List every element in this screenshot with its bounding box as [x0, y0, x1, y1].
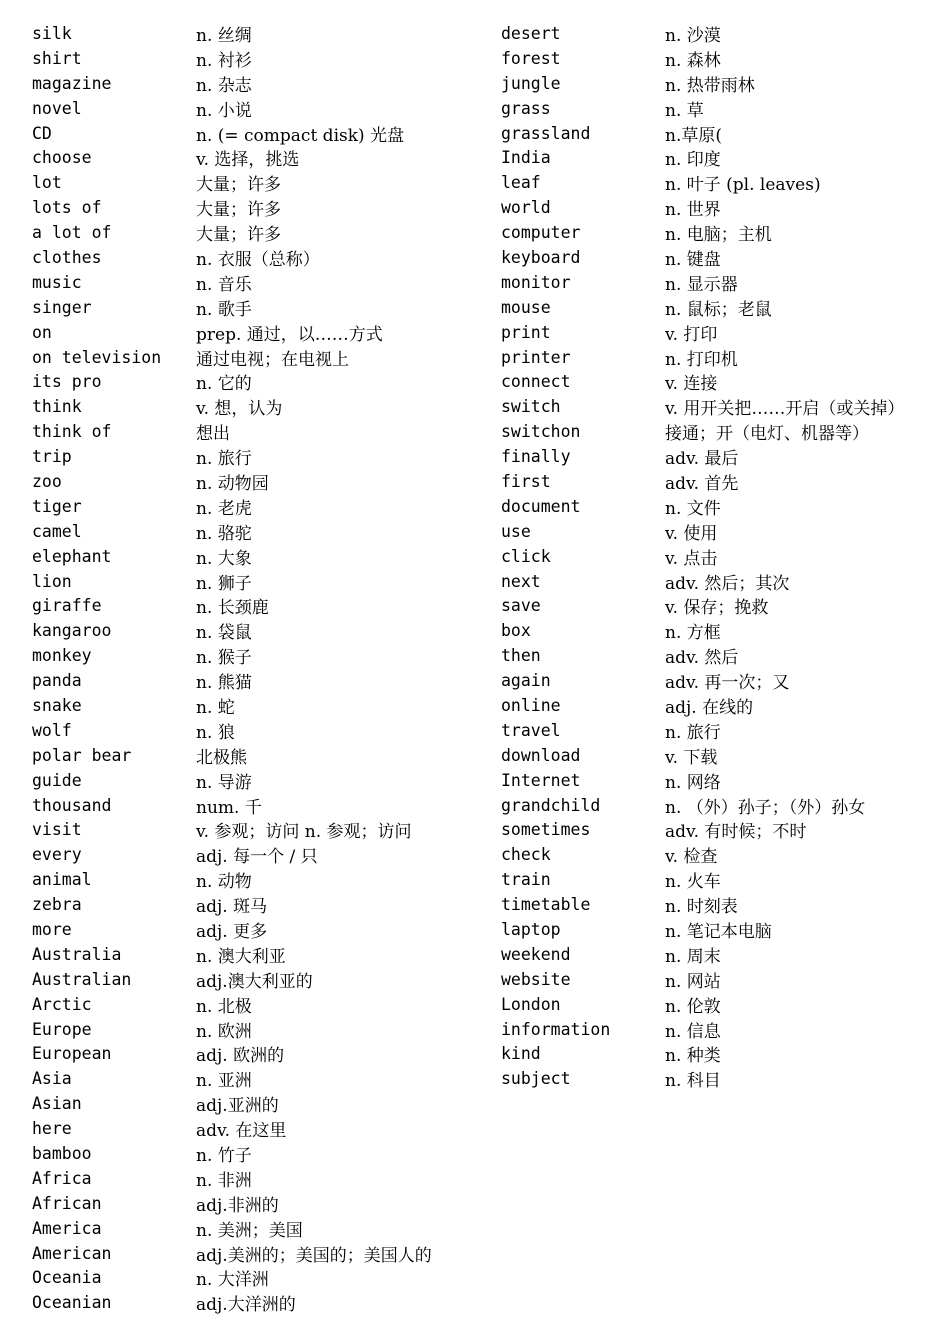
vocab-entry	[32, 842, 432, 867]
vocab-entry	[32, 1191, 432, 1216]
vocab-word: then	[501, 646, 541, 666]
vocab-word: monkey	[32, 646, 92, 666]
vocab-entry	[32, 320, 432, 345]
vocab-word: silk	[32, 23, 72, 43]
vocab-word: printer	[501, 347, 571, 367]
vocab-word: monitor	[501, 272, 571, 292]
vocab-definition: adj. 欧洲的	[196, 1046, 285, 1067]
vocab-definition: adj. 更多	[196, 922, 268, 943]
vocab-word: tiger	[32, 496, 82, 516]
vocab-word: panda	[32, 671, 82, 691]
vocab-definition: n. 蛇	[196, 698, 235, 718]
vocab-word: singer	[32, 297, 92, 317]
vocab-word: on	[32, 322, 52, 342]
vocab-definition: v. 下载	[665, 747, 718, 768]
vocab-word: forest	[501, 48, 561, 68]
vocab-word: its pro	[32, 372, 102, 392]
vocab-word: Oceania	[32, 1268, 102, 1288]
vocab-definition: adj. 每一个 / 只	[196, 847, 318, 868]
vocab-entry	[501, 295, 904, 320]
vocab-definition: n. 鼠标；老鼠	[665, 299, 772, 320]
vocab-definition: n. 澳大利亚	[196, 946, 286, 967]
vocab-entry	[32, 618, 432, 643]
vocab-definition: n. 旅行	[665, 722, 721, 743]
vocab-word: next	[501, 571, 541, 591]
vocab-definition: n. 世界	[665, 200, 721, 221]
vocab-definition: v. 点击	[665, 548, 718, 569]
vocab-entry	[501, 1066, 904, 1091]
vocab-word: information	[501, 1019, 611, 1039]
vocab-word: bamboo	[32, 1144, 92, 1164]
vocab-definition: n. 欧洲	[196, 1021, 252, 1042]
vocab-entry	[32, 1141, 432, 1166]
vocab-entry	[32, 444, 432, 469]
vocab-entry	[32, 1091, 432, 1116]
vocab-entry	[32, 892, 432, 917]
vocab-word: American	[32, 1243, 112, 1263]
vocab-entry	[32, 544, 432, 569]
vocab-word: shirt	[32, 48, 82, 68]
vocab-word: Oceanian	[32, 1293, 112, 1313]
vocab-definition: n. 狮子	[196, 573, 252, 594]
vocab-word: zebra	[32, 895, 82, 915]
vocab-word: switch	[501, 397, 561, 417]
vocab-word: travel	[501, 720, 561, 740]
vocab-definition: n. 衬衫	[196, 50, 252, 71]
vocab-word: Asia	[32, 1069, 72, 1089]
vocab-word: snake	[32, 695, 82, 715]
vocab-definition: n. 时刻表	[665, 897, 738, 918]
vocab-word: a lot of	[32, 223, 112, 243]
vocab-definition: n. 导游	[196, 772, 252, 793]
vocab-definition: n. 热带雨林	[665, 75, 755, 96]
vocab-word: box	[501, 621, 531, 641]
vocab-definition: n. 非洲	[196, 1170, 252, 1191]
vocab-definition: 通过电视；在电视上	[196, 349, 349, 370]
vocab-entry	[32, 693, 432, 718]
vocab-word: connect	[501, 372, 571, 392]
vocab-definition: prep. 通过，以……方式	[196, 324, 383, 345]
vocab-entry	[32, 71, 432, 96]
vocab-word: magazine	[32, 73, 112, 93]
vocab-definition: n. 叶子 (pl. leaves)	[665, 175, 821, 196]
vocab-definition: adv. 在这里	[196, 1121, 287, 1142]
vocab-entry	[501, 867, 904, 892]
vocab-definition: adj.澳大利亚的	[196, 971, 313, 992]
vocab-entry	[501, 693, 904, 718]
vocab-entry	[32, 1042, 432, 1067]
vocab-entry	[32, 519, 432, 544]
vocab-definition: adj.亚洲的	[196, 1096, 279, 1117]
vocab-word: visit	[32, 820, 82, 840]
vocab-definition: adv. 然后；其次	[665, 573, 790, 594]
vocab-word: America	[32, 1218, 102, 1238]
vocab-word: print	[501, 322, 551, 342]
vocab-entry	[32, 270, 432, 295]
vocab-entry	[501, 21, 904, 46]
vocab-definition: n. 狼	[196, 722, 235, 743]
vocab-entry	[501, 394, 904, 419]
vocab-definition: 大量；许多	[196, 225, 281, 246]
vocab-entry	[32, 1166, 432, 1191]
vocab-entry	[32, 295, 432, 320]
vocab-definition: v. 参观；访问 n. 参观；访问	[196, 822, 412, 843]
vocab-word: Europe	[32, 1019, 92, 1039]
vocab-definition: n. 伦敦	[665, 996, 721, 1017]
vocab-definition: n. 电脑；主机	[665, 225, 772, 246]
vocab-entry	[501, 444, 904, 469]
vocab-definition: n.草原(	[665, 125, 722, 146]
vocab-entry	[32, 967, 432, 992]
vocab-word: weekend	[501, 944, 571, 964]
vocab-entry	[32, 1290, 432, 1315]
vocab-entry	[32, 145, 432, 170]
vocab-entry	[32, 46, 432, 71]
vocab-entry	[32, 419, 432, 444]
vocab-entry	[501, 618, 904, 643]
vocab-definition: n. 科目	[665, 1071, 721, 1092]
vocab-definition: num. 千	[196, 797, 262, 818]
vocab-word: again	[501, 671, 551, 691]
vocabulary-column-left	[32, 21, 432, 1315]
vocab-word: sometimes	[501, 820, 591, 840]
vocab-definition: adj. 在线的	[665, 698, 754, 718]
vocab-word: check	[501, 845, 551, 865]
vocab-word: kind	[501, 1044, 541, 1064]
vocab-word: camel	[32, 521, 82, 541]
vocab-definition: v. 用开关把……开启（或关掉）	[665, 399, 905, 420]
vocab-word: finally	[501, 447, 571, 467]
vocab-word: Internet	[501, 770, 581, 790]
vocab-word: world	[501, 198, 551, 218]
vocab-definition: n. 火车	[665, 872, 721, 893]
vocab-entry	[32, 1066, 432, 1091]
vocab-entry	[501, 494, 904, 519]
vocab-definition: n. 印度	[665, 150, 721, 171]
vocab-definition: adj.非洲的	[196, 1195, 279, 1216]
vocab-word: grass	[501, 98, 551, 118]
vocab-word: here	[32, 1119, 72, 1139]
vocab-word: lot	[32, 173, 62, 193]
vocab-definition: adj.大洋洲的	[196, 1295, 296, 1316]
vocab-definition: n. 老虎	[196, 498, 252, 519]
vocab-definition: n. 旅行	[196, 449, 252, 470]
vocab-entry	[32, 867, 432, 892]
vocab-entry	[32, 469, 432, 494]
vocab-word: elephant	[32, 546, 112, 566]
vocab-entry	[32, 793, 432, 818]
vocab-definition: n. 小说	[196, 100, 252, 121]
vocab-word: download	[501, 745, 581, 765]
vocab-word: novel	[32, 98, 82, 118]
vocab-entry	[501, 743, 904, 768]
vocab-entry	[501, 718, 904, 743]
vocab-word: London	[501, 994, 561, 1014]
vocab-entry	[501, 569, 904, 594]
vocab-word: animal	[32, 870, 92, 890]
vocab-entry	[501, 96, 904, 121]
vocab-entry	[32, 1216, 432, 1241]
vocab-entry	[501, 593, 904, 618]
vocab-word: thousand	[32, 795, 112, 815]
vocab-definition: adj.美洲的；美国的；美国人的	[196, 1245, 432, 1266]
vocab-word: lion	[32, 571, 72, 591]
vocab-definition: n. 方框	[665, 623, 721, 644]
vocab-definition: n. 丝绸	[196, 25, 252, 46]
vocab-word: first	[501, 471, 551, 491]
vocab-definition: 想出	[196, 424, 230, 445]
vocab-word: music	[32, 272, 82, 292]
vocab-entry	[501, 270, 904, 295]
vocab-definition: n. 文件	[665, 498, 721, 519]
vocab-word: jungle	[501, 73, 561, 93]
vocab-word: Australian	[32, 969, 132, 989]
vocab-definition: n. 显示器	[665, 274, 738, 295]
vocab-word: guide	[32, 770, 82, 790]
vocab-definition: adv. 最后	[665, 449, 739, 470]
vocab-entry	[32, 345, 432, 370]
vocab-word: grandchild	[501, 795, 601, 815]
vocab-word: click	[501, 546, 551, 566]
vocab-definition: n. 北极	[196, 996, 252, 1017]
vocab-word: polar bear	[32, 745, 132, 765]
vocab-definition: v. 保存；挽救	[665, 598, 769, 619]
vocab-word: zoo	[32, 471, 62, 491]
vocab-definition: 大量；许多	[196, 200, 281, 221]
vocab-definition: n. 骆驼	[196, 523, 252, 544]
vocab-entry	[501, 170, 904, 195]
vocab-word: clothes	[32, 247, 102, 267]
vocab-definition: n. 美洲；美国	[196, 1220, 303, 1241]
vocab-word: kangaroo	[32, 621, 112, 641]
vocab-definition: n. 衣服（总称）	[196, 249, 320, 270]
vocab-definition: v. 想，认为	[196, 399, 283, 420]
vocab-definition: n. 大象	[196, 548, 252, 569]
vocab-entry	[501, 145, 904, 170]
vocab-definition: n. 动物园	[196, 473, 269, 494]
vocab-definition: 大量；许多	[196, 175, 281, 196]
vocab-entry	[501, 793, 904, 818]
vocab-definition: adv. 再一次；又	[665, 673, 790, 694]
vocab-definition: n. 大洋洲	[196, 1270, 269, 1291]
vocab-entry	[32, 1017, 432, 1042]
vocab-definition: n. 它的	[196, 374, 252, 395]
vocab-word: giraffe	[32, 596, 102, 616]
vocab-definition: 接通；开（电灯、机器等）	[665, 424, 869, 445]
vocab-definition: n. 歌手	[196, 299, 252, 320]
vocab-definition: n. 猴子	[196, 648, 252, 669]
vocab-entry	[501, 544, 904, 569]
vocab-word: Arctic	[32, 994, 92, 1014]
vocab-word: trip	[32, 447, 72, 467]
vocab-definition: n. 长颈鹿	[196, 598, 269, 619]
vocab-entry	[32, 1116, 432, 1141]
vocab-entry	[501, 967, 904, 992]
vocab-word: use	[501, 521, 531, 541]
vocab-entry	[501, 220, 904, 245]
vocab-definition: n. 动物	[196, 872, 252, 893]
vocab-entry	[32, 96, 432, 121]
vocab-word: train	[501, 870, 551, 890]
vocab-entry	[501, 71, 904, 96]
vocab-word: website	[501, 969, 571, 989]
vocab-word: switchon	[501, 422, 581, 442]
vocab-word: think	[32, 397, 82, 417]
vocab-word: mouse	[501, 297, 551, 317]
vocab-definition: n. 周末	[665, 946, 721, 967]
vocab-definition: n. 网站	[665, 971, 721, 992]
vocab-definition: v. 选择，挑选	[196, 150, 300, 171]
vocab-word: leaf	[501, 173, 541, 193]
vocab-entry	[32, 942, 432, 967]
vocab-entry	[501, 643, 904, 668]
vocab-entry	[501, 121, 904, 146]
vocab-word: on television	[32, 347, 162, 367]
vocab-entry	[32, 768, 432, 793]
vocab-definition: adv. 有时候；不时	[665, 822, 807, 843]
vocab-entry	[32, 668, 432, 693]
vocab-word: more	[32, 920, 72, 939]
vocab-entry	[32, 992, 432, 1017]
vocab-entry	[32, 170, 432, 195]
vocab-word: European	[32, 1044, 112, 1064]
vocab-definition: n. 沙漠	[665, 25, 721, 46]
vocab-definition: n. 网络	[665, 772, 721, 793]
vocab-definition: adv. 首先	[665, 473, 739, 494]
vocab-definition: n. 竹子	[196, 1146, 252, 1167]
vocab-entry	[32, 195, 432, 220]
vocab-entry	[501, 369, 904, 394]
vocab-definition: adj. 斑马	[196, 897, 268, 918]
vocab-definition: n. （外）孙子；（外）孙女	[665, 797, 866, 818]
vocab-entry	[501, 818, 904, 843]
vocab-definition: v. 检查	[665, 847, 718, 868]
vocab-word: document	[501, 496, 581, 516]
vocab-entry	[501, 668, 904, 693]
vocab-word: Asian	[32, 1094, 82, 1114]
vocab-entry	[501, 195, 904, 220]
vocab-entry	[501, 1017, 904, 1042]
vocab-entry	[32, 494, 432, 519]
vocab-entry	[32, 569, 432, 594]
vocab-entry	[32, 718, 432, 743]
vocab-entry	[32, 21, 432, 46]
vocab-entry	[32, 394, 432, 419]
vocab-entry	[32, 917, 432, 942]
vocab-word: Australia	[32, 944, 122, 964]
vocab-word: India	[501, 148, 551, 168]
vocab-word: desert	[501, 23, 561, 43]
vocab-word: keyboard	[501, 247, 581, 267]
vocab-definition: adv. 然后	[665, 648, 739, 669]
vocab-entry	[501, 892, 904, 917]
vocab-definition: n. 笔记本电脑	[665, 922, 772, 943]
vocab-definition: n. 熊猫	[196, 673, 252, 694]
vocab-entry	[32, 220, 432, 245]
vocab-word: African	[32, 1193, 102, 1213]
vocab-entry	[32, 593, 432, 618]
vocab-entry	[32, 369, 432, 394]
vocab-entry	[501, 1042, 904, 1067]
vocab-word: laptop	[501, 920, 561, 939]
vocab-word: lots of	[32, 198, 102, 218]
vocab-word: wolf	[32, 720, 72, 740]
vocab-entry	[32, 818, 432, 843]
vocab-entry	[501, 345, 904, 370]
vocab-definition: n. 种类	[665, 1046, 721, 1067]
vocab-definition: n. 杂志	[196, 75, 252, 96]
vocab-definition: v. 使用	[665, 523, 718, 544]
vocab-definition: v. 打印	[665, 324, 718, 345]
vocab-entry	[501, 942, 904, 967]
vocab-entry	[501, 519, 904, 544]
vocab-entry	[501, 46, 904, 71]
vocab-entry	[501, 320, 904, 345]
vocab-definition: n. 草	[665, 100, 704, 121]
vocab-word: choose	[32, 148, 92, 168]
vocab-entry	[501, 842, 904, 867]
vocab-entry	[501, 992, 904, 1017]
vocab-entry	[501, 245, 904, 270]
vocab-definition: 北极熊	[196, 747, 247, 768]
vocab-definition: n. 信息	[665, 1021, 721, 1042]
vocab-definition: n. 亚洲	[196, 1071, 252, 1092]
vocab-definition: n. 森林	[665, 50, 721, 71]
vocabulary-column-right	[501, 21, 904, 1091]
vocab-definition: n. 键盘	[665, 249, 721, 270]
vocab-word: subject	[501, 1069, 571, 1089]
vocab-word: computer	[501, 223, 581, 243]
vocab-entry	[32, 1266, 432, 1291]
vocab-definition: v. 连接	[665, 374, 718, 395]
vocab-entry	[501, 768, 904, 793]
vocab-entry	[32, 1241, 432, 1266]
vocab-entry	[501, 917, 904, 942]
vocab-entry	[32, 743, 432, 768]
vocab-entry	[32, 643, 432, 668]
vocab-entry	[501, 469, 904, 494]
vocab-entry	[32, 121, 432, 146]
vocab-definition: n. 袋鼠	[196, 623, 252, 644]
vocab-entry	[501, 419, 904, 444]
vocab-word: CD	[32, 123, 52, 143]
vocab-word: save	[501, 596, 541, 616]
vocab-word: grassland	[501, 123, 591, 143]
vocab-entry	[32, 245, 432, 270]
vocab-definition: n. 打印机	[665, 349, 738, 370]
vocab-word: think of	[32, 422, 112, 442]
vocab-word: online	[501, 695, 561, 715]
vocab-word: timetable	[501, 895, 591, 915]
vocab-definition: n. (= compact disk) 光盘	[196, 125, 405, 146]
vocab-definition: n. 音乐	[196, 274, 252, 295]
vocab-word: Africa	[32, 1168, 92, 1188]
vocab-word: every	[32, 845, 82, 865]
